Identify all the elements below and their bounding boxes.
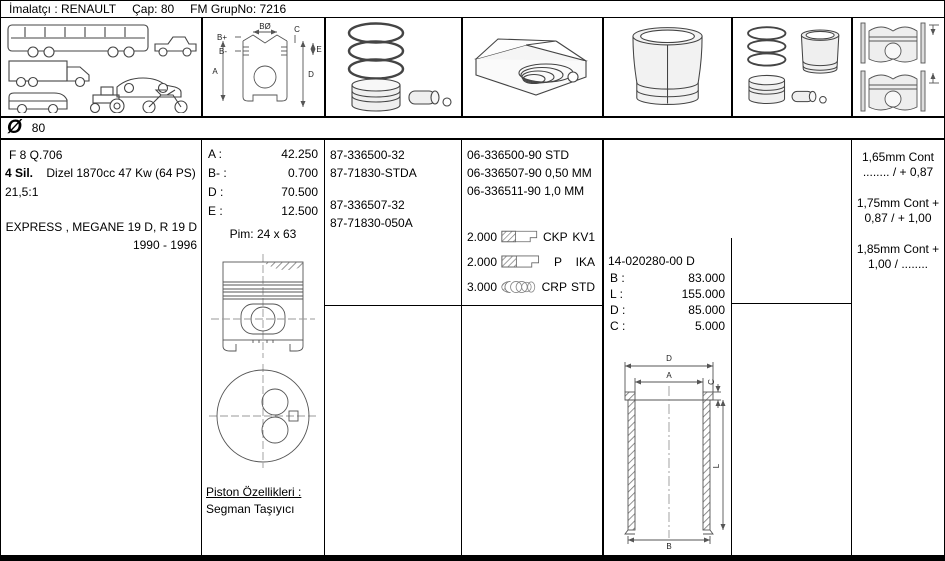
dim-value: 85.000 [688,303,725,317]
dim-value: 12.500 [281,204,318,218]
dim-label: A : [208,147,223,161]
application-years: 1990 - 1996 [132,238,197,252]
ring-code: P [553,254,562,269]
dim-value: 70.500 [281,185,318,199]
engine-cylinders: 4 Sil. [5,166,34,180]
part-number: 87-71830-050A [330,216,413,230]
liner-dim-row [608,286,727,302]
cont-line: 0,87 / + 1,00 [864,211,932,225]
main-table-row [1,140,944,555]
dim-label: L : [610,287,623,301]
ring-set-column [461,140,602,555]
part-number: 06-336507-90 0,50 MM [467,166,592,180]
ring-size: 2.000 [467,254,498,269]
diameter-text: Çap: 80 [132,2,175,16]
manufacturer-text: İmalatçı : RENAULT [9,2,117,16]
dim-label: B- : [208,166,227,180]
liner-column [602,140,731,555]
piston-dimensions-diagram-icon [201,18,324,116]
empty-column [731,140,851,555]
liner-dim-row [608,318,727,334]
dim-value: 42.250 [281,147,318,161]
liner-technical-drawing [609,348,727,550]
bottom-bar [1,555,944,560]
piston-dim-row [206,183,320,202]
ring-type: IKA [575,254,595,269]
label-b-plus: B+ [216,33,227,42]
diameter-row [1,116,944,140]
ring-row [467,274,597,299]
dim-label: E : [208,204,223,218]
label-bo: BØ [258,22,271,31]
piston-features-title: Piston Özellikleri : [206,485,302,499]
dim-label: B : [610,271,625,285]
empty-cell [325,305,461,555]
piston-features-value: Segman Taşıyıcı [206,502,295,516]
part-number: 06-336511-90 1,0 MM [467,184,585,198]
label-b-minus: B- [218,47,227,56]
cont-group [852,150,944,180]
dim-value: 155.000 [681,287,725,301]
cont-line: 1,00 / ........ [867,257,929,271]
ring-detail-rows [467,224,597,305]
label-c: C [293,25,300,34]
part-number: 06-336500-90 STD [467,148,570,162]
vehicles-icon [1,18,201,116]
diameter-symbol: Ø [7,117,22,138]
cont-line: ........ / + 0,87 [862,165,934,179]
dim-label: D : [610,303,626,317]
application-models: EXPRESS , MEGANE 19 D, R 19 D [5,220,197,234]
part-number: 87-336500-32 [330,148,405,162]
piston-features [206,484,320,518]
piston-part-numbers [325,140,461,305]
piston-dim-row [206,164,320,183]
compression-ring-icon [501,229,538,244]
label-d: D [307,70,314,79]
label-e: E [315,45,322,54]
piston-dim-row [206,145,320,164]
part-number: 87-336507-32 [330,198,405,212]
liner-label-a: A [665,371,672,380]
piston-dim-row [206,202,320,221]
compression-ring-icon [501,254,540,269]
cont-line: 1,65mm Cont [861,150,935,164]
complete-liner-kit-icon [731,18,851,116]
dim-label: D : [208,185,224,199]
piston-pin-size: Pim: 24 x 63 [229,227,297,241]
cont-values-column [851,140,944,555]
cont-line: 1,75mm Cont + [856,196,940,210]
part-number: 87-71830-STDA [330,166,417,180]
title-bar [1,1,944,18]
piston-part-numbers-column [324,140,461,555]
ring-row [467,249,597,274]
piston-with-rings-and-pin-icon [324,18,461,116]
ring-code: CKP [542,229,568,244]
piston-technical-drawing [207,252,319,470]
engine-code: F 8 Q.706 [9,148,63,162]
horizontal-divider [731,303,851,304]
label-a: A [211,67,218,76]
vehicle-applications [5,218,197,254]
liner-dim-row [608,302,727,318]
ring-type: STD [571,279,595,294]
cont-line: 1,85mm Cont + [856,242,940,256]
group-number-text: FM GrupNo: 7216 [190,2,287,16]
liner-label-c: C [706,379,716,385]
ring-size: 2.000 [467,229,498,244]
dim-value: 0.700 [287,166,318,180]
liner-part-number: 14-020280-00 D [608,254,695,268]
dim-value: 5.000 [694,319,725,333]
ring-row [467,224,597,249]
ring-set-part-numbers [462,140,602,305]
engine-spec-text: Dizel 1870cc 47 Kw (64 PS) 21,5:1 [5,166,196,199]
ring-size: 3.000 [467,279,498,294]
cont-group [852,196,944,226]
header-icon-row [1,18,944,116]
cont-group [852,242,944,272]
engine-spec [5,164,197,202]
liner-dim-row [608,270,727,286]
ring-code: CRP [541,279,567,294]
empty-cell [462,305,602,555]
engine-info-column [1,140,201,555]
piston-protrusion-diagram-icon [851,18,944,116]
liner-label-d: D [665,354,672,363]
piston-column [201,140,324,555]
vertical-divider [731,238,732,555]
liner-label-l: L [711,463,721,469]
ring-set-box-icon [461,18,602,116]
diameter-value: 80 [31,121,46,135]
oil-ring-icon [501,279,538,295]
dim-value: 83.000 [688,271,725,285]
dim-label: C : [610,319,626,333]
cylinder-liner-icon [602,18,731,116]
liner-label-b: B [665,542,672,550]
ring-type: KV1 [572,229,595,244]
